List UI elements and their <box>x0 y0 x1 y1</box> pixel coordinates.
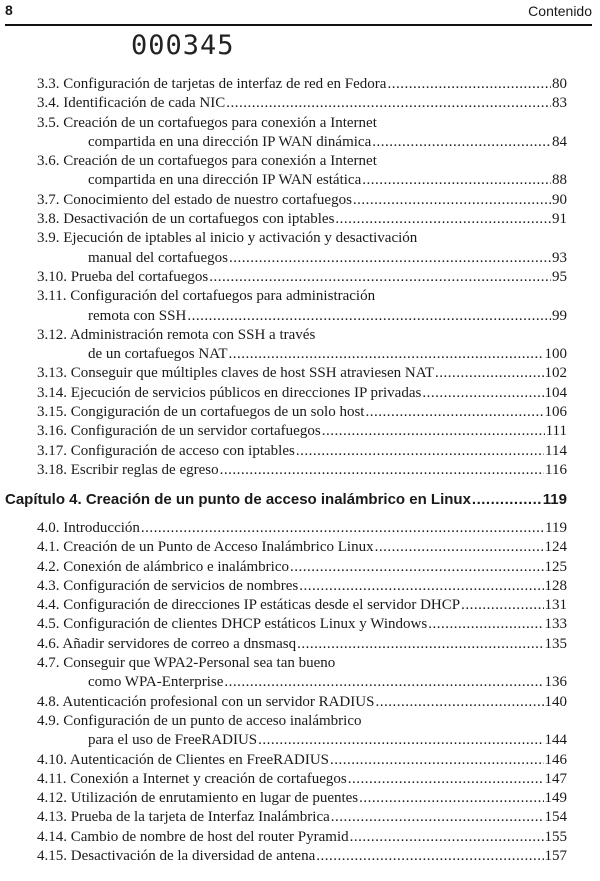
dot-leader <box>461 596 543 615</box>
toc-entry[interactable] <box>0 789 600 808</box>
entry-title: 4.13. Prueba de la tarjeta de Interfaz Inalámbrica <box>37 809 330 826</box>
dot-leader <box>187 307 551 326</box>
dot-leader <box>359 789 543 808</box>
toc-entry[interactable] <box>0 847 600 866</box>
entry-title-continued: como WPA-Enterprise <box>88 674 224 691</box>
entry-title: 4.2. Conexión de alámbrico e inalámbrico <box>37 558 290 575</box>
dot-leader <box>472 489 542 511</box>
entry-page: 100 <box>544 346 567 363</box>
dot-leader <box>296 442 544 461</box>
dot-leader <box>353 191 551 210</box>
toc-entry[interactable] <box>0 287 600 326</box>
entry-title: 4.3. Configuración de servicios de nombres <box>37 577 299 594</box>
dot-leader <box>229 345 544 364</box>
toc-entry[interactable] <box>0 635 600 654</box>
entry-page: 111 <box>545 423 567 440</box>
dot-leader <box>365 403 543 422</box>
dot-leader <box>435 364 543 383</box>
toc-entry[interactable] <box>0 828 600 847</box>
toc-entry[interactable] <box>0 422 600 441</box>
toc-entry[interactable] <box>0 191 600 210</box>
entry-title: 3.13. Conseguir que múltiples claves de host SSH atraviesen NAT <box>37 365 435 382</box>
toc-entry[interactable] <box>0 75 600 94</box>
dot-leader <box>258 731 543 750</box>
entry-page: 125 <box>544 558 567 575</box>
toc-entry[interactable] <box>0 693 600 712</box>
entry-page: 144 <box>544 732 567 749</box>
entry-page: 135 <box>544 635 567 652</box>
entry-page: 91 <box>552 211 567 228</box>
toc-entry[interactable] <box>0 712 600 751</box>
dot-leader <box>422 384 543 403</box>
entry-page: 131 <box>544 597 567 614</box>
entry-page: 104 <box>544 384 567 401</box>
dot-leader <box>141 519 544 538</box>
entry-title-continued: compartida en una dirección IP WAN estática <box>88 172 362 189</box>
dot-leader <box>297 635 543 654</box>
toc-entry[interactable] <box>0 114 600 153</box>
dot-leader <box>335 210 551 229</box>
entry-title-continued: remota con SSH <box>88 307 187 324</box>
entry-page: 133 <box>544 616 567 633</box>
page-number: 8 <box>5 2 13 18</box>
entry-page: 84 <box>552 133 567 150</box>
entry-page: 95 <box>552 268 567 285</box>
dot-leader <box>316 847 543 866</box>
entry-page: 147 <box>544 770 567 787</box>
dot-leader <box>387 75 551 94</box>
entry-page: 102 <box>544 365 567 382</box>
dot-leader <box>299 577 543 596</box>
toc-entry[interactable] <box>0 519 600 538</box>
toc-entry[interactable] <box>0 442 600 461</box>
entry-title: 3.15. Congiguración de un cortafuegos de un solo host <box>37 404 365 421</box>
dot-leader <box>229 249 551 268</box>
entry-title: 3.6. Creación de un cortafuegos para conexión a Internet <box>37 153 377 170</box>
entry-title: 4.10. Autenticación de Clientes en FreeRADIUS <box>37 751 330 768</box>
toc-entry[interactable] <box>0 577 600 596</box>
entry-page: 90 <box>552 191 567 208</box>
stamp-number: 000345 <box>131 30 235 61</box>
running-title: Contenido <box>528 3 592 19</box>
toc-entry[interactable] <box>0 326 600 365</box>
dot-leader <box>331 808 544 827</box>
entry-page: 128 <box>544 577 567 594</box>
toc-entry[interactable] <box>0 94 600 113</box>
dot-leader <box>209 268 551 287</box>
chapter-page: 119 <box>542 491 567 508</box>
entry-title: 3.3. Configuración de tarjetas de interfaz de red en Fedora <box>37 76 387 92</box>
entry-title-continued: compartida en una dirección IP WAN dinámica <box>88 133 372 150</box>
entry-title-continued: manual del cortafuegos <box>88 249 228 266</box>
entry-page: 80 <box>552 76 567 92</box>
dot-leader <box>350 828 544 847</box>
entry-page: 149 <box>544 790 567 807</box>
entry-title: 4.12. Utilización de enrutamiento en lugar de puentes <box>37 790 359 807</box>
entry-page: 140 <box>544 693 567 710</box>
entry-page: 114 <box>545 442 567 459</box>
toc-entry[interactable] <box>0 596 600 615</box>
toc-entry[interactable] <box>0 615 600 634</box>
toc-entry[interactable] <box>0 364 600 383</box>
toc-entry[interactable] <box>0 268 600 287</box>
entry-page: 146 <box>544 751 567 768</box>
entry-title: 3.10. Prueba del cortafuegos <box>37 268 209 285</box>
entry-page: 157 <box>544 848 567 865</box>
entry-page: 124 <box>544 539 567 556</box>
entry-title-continued: para el uso de FreeRADIUS <box>88 732 258 749</box>
toc-entry[interactable] <box>0 751 600 770</box>
toc-section-chapter-4 <box>0 519 600 866</box>
dot-leader <box>220 461 544 480</box>
entry-page: 99 <box>552 307 567 324</box>
entry-title: 4.1. Creación de un Punto de Acceso Inalámbrico Linux <box>37 539 374 556</box>
entry-title: 3.4. Identificación de cada NIC <box>37 95 226 112</box>
entry-title: 4.7. Conseguir que WPA2-Personal sea tan bueno <box>37 655 336 672</box>
entry-page: 116 <box>545 461 567 478</box>
entry-title: 4.4. Configuración de direcciones IP estáticas desde el servidor DHCP <box>37 597 461 614</box>
toc-entry[interactable] <box>0 210 600 229</box>
entry-page: 106 <box>544 404 567 421</box>
entry-title: 3.16. Configuración de un servidor cortafuegos <box>37 423 321 440</box>
entry-title: 3.14. Ejecución de servicios públicos en direcciones IP privadas <box>37 384 422 401</box>
entry-title: 4.0. Introducción <box>37 520 140 536</box>
dot-leader <box>375 693 543 712</box>
entry-title: 4.11. Conexión a Internet y creación de cortafuegos <box>37 770 347 787</box>
chapter-title: Capítulo 4. Creación de un punto de acceso inalámbrico en Linux <box>5 491 471 508</box>
entry-page: 119 <box>545 520 567 536</box>
toc-entry[interactable] <box>0 654 600 693</box>
dot-leader <box>330 751 543 770</box>
entry-page: 88 <box>552 172 567 189</box>
entry-title: 4.9. Configuración de un punto de acceso inalámbrico <box>37 712 362 729</box>
toc-entry[interactable] <box>0 152 600 191</box>
dot-leader <box>362 171 551 190</box>
toc-section-chapter-3 <box>0 75 600 480</box>
dot-leader <box>348 770 544 789</box>
dot-leader <box>375 538 544 557</box>
page-header <box>5 0 592 26</box>
entry-title: 4.6. Añadir servidores de correo a dnsmasq <box>37 635 297 652</box>
dot-leader <box>224 673 543 692</box>
dot-leader <box>428 615 543 634</box>
dot-leader <box>226 94 551 113</box>
entry-title: 4.5. Configuración de clientes DHCP estáticos Linux y Windows <box>37 616 428 633</box>
entry-title: 4.14. Cambio de nombre de host del router Pyramid <box>37 828 349 845</box>
entry-title: 3.9. Ejecución de iptables al inicio y activación y desactivación <box>37 230 418 247</box>
entry-title: 3.8. Desactivación de un cortafuegos con iptables <box>37 211 335 228</box>
entry-title-continued: de un cortafuegos NAT <box>88 346 228 363</box>
entry-title: 3.17. Configuración de acceso con iptables <box>37 442 295 459</box>
entry-page: 154 <box>544 809 567 826</box>
toc-entry[interactable] <box>0 461 600 480</box>
entry-title: 3.5. Creación de un cortafuegos para conexión a Internet <box>37 114 377 131</box>
toc-entry[interactable] <box>0 403 600 422</box>
toc-entry[interactable] <box>0 384 600 403</box>
dot-leader <box>372 133 551 152</box>
toc-entry[interactable] <box>0 808 600 827</box>
toc-entry[interactable] <box>0 538 600 557</box>
toc-entry[interactable] <box>0 229 600 268</box>
toc-chapter-heading[interactable] <box>0 489 600 511</box>
entry-page: 83 <box>552 95 567 112</box>
toc-entry[interactable] <box>0 558 600 577</box>
entry-title: 4.15. Desactivación de la diversidad de antena <box>37 848 316 865</box>
entry-title: 3.18. Escribir reglas de egreso <box>37 461 219 478</box>
entry-title: 4.8. Autenticación profesional con un servidor RADIUS <box>37 693 375 710</box>
entry-title: 3.12. Administración remota con SSH a través <box>37 326 316 343</box>
toc-entry[interactable] <box>0 770 600 789</box>
entry-page: 136 <box>544 674 567 691</box>
entry-page: 93 <box>552 249 567 266</box>
dot-leader <box>290 558 543 577</box>
entry-title: 3.7. Conocimiento del estado de nuestro cortafuegos <box>37 191 352 208</box>
entry-title: 3.11. Configuración del cortafuegos para administración <box>37 288 376 305</box>
dot-leader <box>322 422 545 441</box>
entry-page: 155 <box>544 828 567 845</box>
